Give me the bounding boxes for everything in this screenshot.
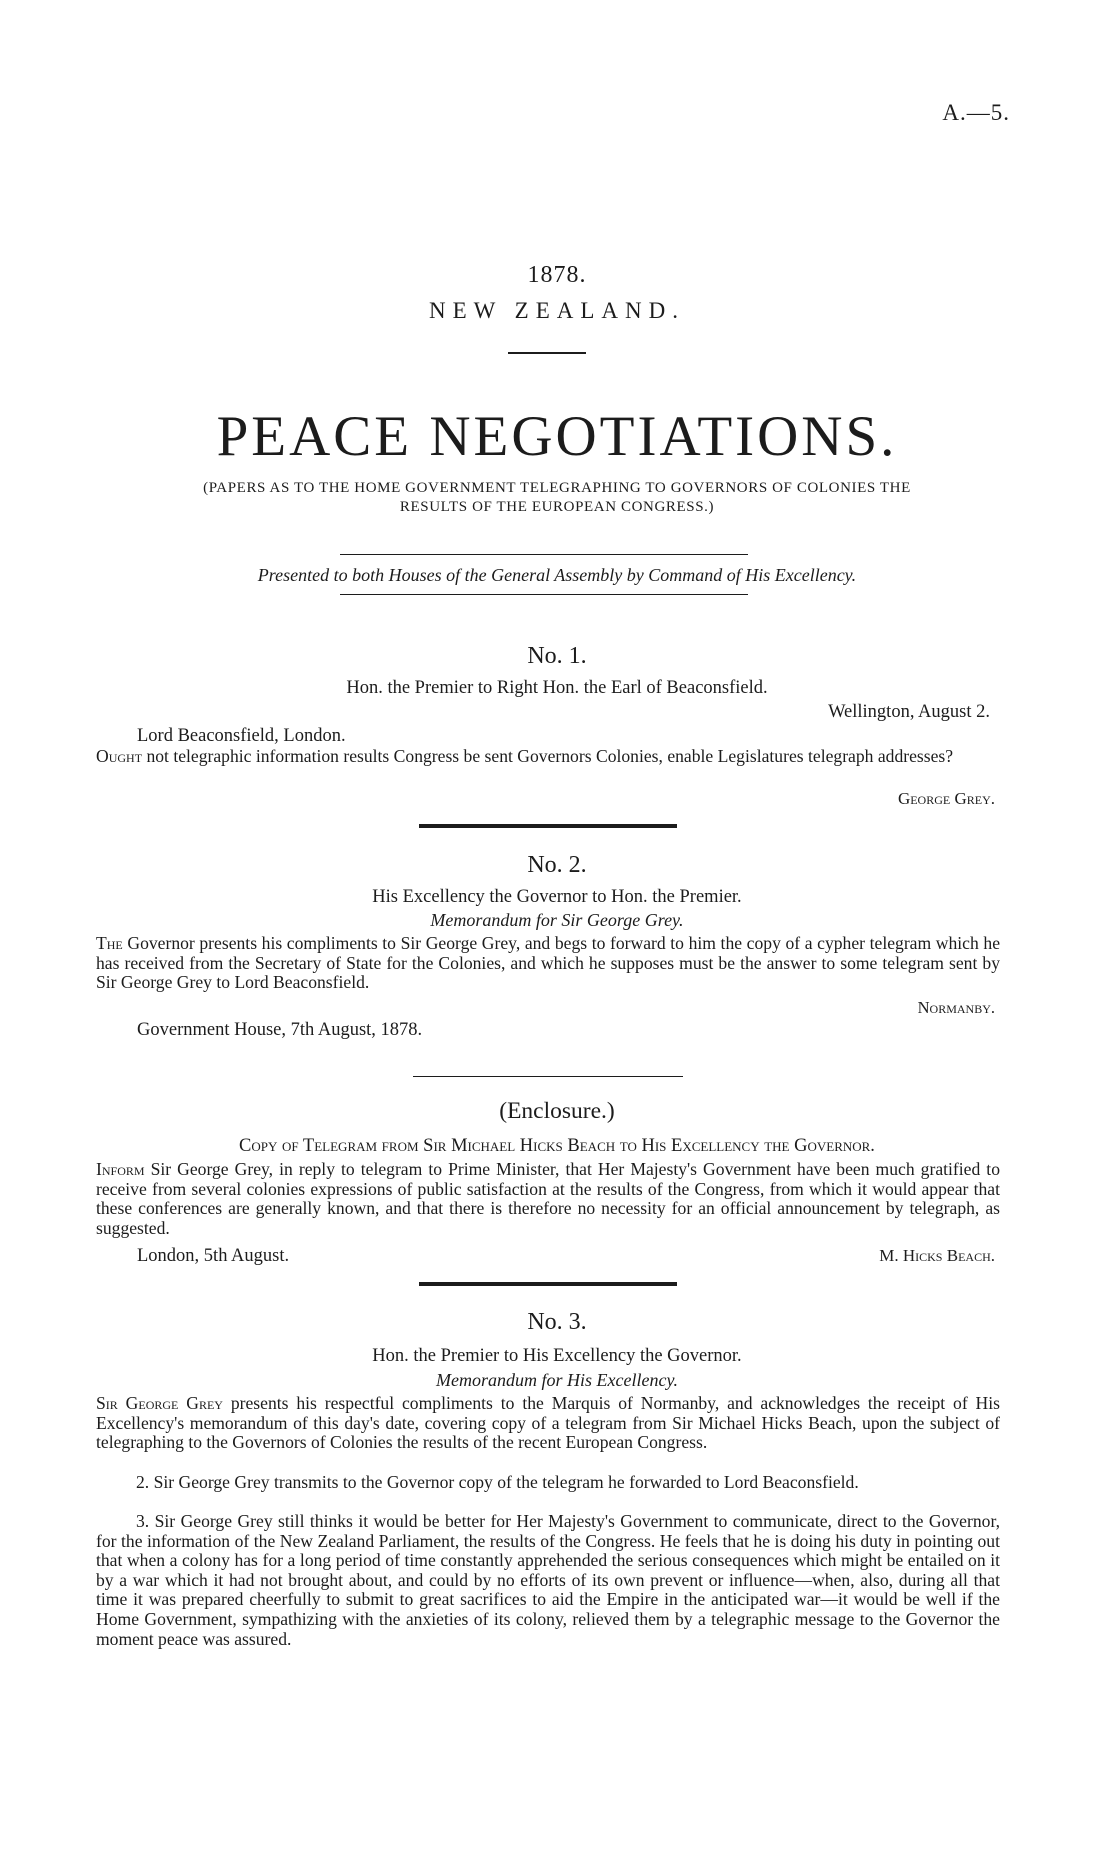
section-rule-2 — [413, 1076, 683, 1077]
no3-memorandum: Memorandum for His Excellency. — [436, 1370, 678, 1390]
colony-name: NEW ZEALAND. — [428, 298, 686, 323]
no2-body — [96, 934, 1000, 993]
no2-body-text: Governor presents his compliments to Sir George Grey, and begs to forward to him the copy of a cypher telegram which he has received from the Secretary of State for the Colonies, and which he supposes must be the answer to some telegram sent by Sir George Grey to Lord Beaconsfield. — [96, 933, 1000, 993]
no2-from-to: His Excellency the Governor to Hon. the Premier. — [372, 887, 742, 907]
enclosure-place-date: London, 5th August. — [137, 1246, 290, 1266]
document-title: PEACE NEGOTIATIONS. — [216, 405, 898, 468]
presented-line: Presented to both Houses of the General Assembly by Command of His Excellency. — [257, 565, 857, 585]
no3-paragraph-2: 2. Sir George Grey transmits to the Governor copy of the telegram he forwarded to Lord Beaconsfield. — [136, 1472, 859, 1492]
enclosure-heading: (Enclosure.) — [499, 1098, 615, 1124]
enclosure-body — [96, 1160, 1000, 1238]
enclosure-caption: Copy of Telegram from Sir Michael Hicks Beach to His Excellency the Governor. — [239, 1136, 875, 1156]
no3-from-to: Hon. the Premier to His Excellency the Governor. — [372, 1346, 742, 1366]
no3-lead-words: Sir George Grey — [96, 1393, 223, 1413]
no1-heading: No. 1. — [527, 643, 587, 669]
enclosure-body-text: Sir George Grey, in reply to telegram to Prime Minister, that Her Majesty's Government have been much gratified to receive from several colonies expressions of public satisfaction at the results of the Congress, from which it would appear that these conferences are generally known, and that there is therefore no necessity for an official announcement by telegraph, as suggested. — [96, 1159, 1000, 1238]
section-rule-3 — [419, 1282, 677, 1286]
no2-signature: Normanby. — [917, 998, 995, 1017]
no2-memorandum: Memorandum for Sir George Grey. — [430, 910, 684, 930]
presented-rule-bottom — [340, 594, 748, 595]
no1-place-date: Wellington, August 2. — [828, 702, 990, 722]
year: 1878. — [527, 262, 587, 288]
no2-place-date: Government House, 7th August, 1878. — [137, 1020, 423, 1040]
no2-lead-word: The — [96, 933, 123, 953]
no3-heading: No. 3. — [527, 1309, 587, 1335]
no1-body — [96, 746, 1000, 766]
no2-heading: No. 2. — [527, 852, 587, 878]
no1-from-to: Hon. the Premier to Right Hon. the Earl of Beaconsfield. — [346, 678, 768, 698]
no1-lead-word: Ought — [96, 746, 143, 766]
subtitle-line-2: RESULTS OF THE EUROPEAN CONGRESS.) — [399, 499, 715, 515]
no1-body-text: not telegraphic information results Congress be sent Governors Colonies, enable Legislatures telegraph addresses? — [142, 746, 954, 766]
header-rule — [508, 352, 586, 354]
no3-paragraph-1-text: presents his respectful compliments to the Marquis of Normanby, and acknowledges the receipt of His Excellency's memorandum of this day's date, covering copy of a telegram from Sir Michael Hicks Beach, upon the subject of telegraphing to the Governors of Colonies the results of the recent European Congress. — [96, 1393, 1000, 1453]
subtitle-line-1: (PAPERS AS TO THE HOME GOVERNMENT TELEGRAPHING TO GOVERNORS OF COLONIES THE — [203, 480, 911, 496]
no3-paragraph-1 — [96, 1394, 1000, 1453]
no1-addressee: Lord Beaconsfield, London. — [137, 726, 346, 746]
page-reference: A.—5. — [942, 100, 1010, 125]
presented-rule-top — [340, 554, 748, 555]
no1-signature: George Grey. — [897, 789, 995, 808]
no3-paragraph-3: 3. Sir George Grey still thinks it would be better for Her Majesty's Government to communicate, direct to the Governor, for the information of the New Zealand Parliament, the results of the Congress. He feels that he is doing his duty in pointing out that when a colony has for a long period of time constantly apprehended the serious consequences which might be entailed on it by a war which it had not brought about, and could by no efforts of its own prevent or influence—when, also, during all that time it was prepared cheerfully to submit to great sacrifices to aid the Empire in the anticipated war—it would be well if the Home Government, sympathizing with the anxieties of its colony, relieved them by a telegraphic message to the Governor the moment peace was assured. — [96, 1511, 1000, 1649]
section-rule-1 — [419, 824, 677, 828]
enclosure-lead-word: Inform — [96, 1159, 145, 1179]
enclosure-signature: M. Hicks Beach. — [879, 1246, 995, 1265]
